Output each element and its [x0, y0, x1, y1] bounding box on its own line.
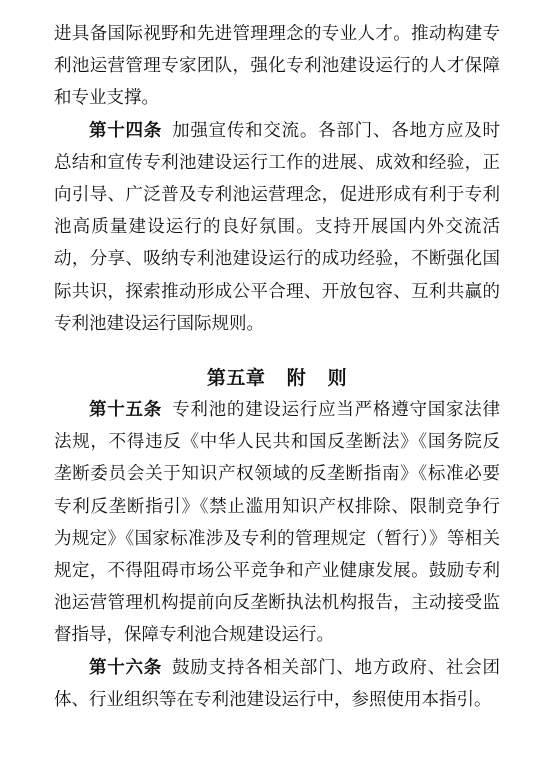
article-14-text: 加强宣传和交流。各部门、各地方应及时总结和宣传专利池建设运行工作的进展、成效和经验，正向引导、广泛普及专利池运营理念，促进形成有利于专利池高质量建设运行的良好氛围。支持开展国内外交流活动，分享、吸纳专利池建设运行的成功经验，不断强化国际共识，探索推动形成公平合理、开放包容、互利共赢的专利池建设运行国际规则。: [54, 120, 501, 334]
article-16-text: 鼓励支持各相关部门、地方政府、社会团体、行业组织等在专利池建设运行中，参照使用本指引。: [54, 657, 501, 710]
article-14-paragraph: [54, 115, 500, 340]
continuation-paragraph: [54, 18, 500, 115]
article-15-text: 专利池的建设运行应当严格遵守国家法律法规，不得违反《中华人民共和国反垄断法》《国务院反垄断委员会关于知识产权领域的反垄断指南》《标准必要专利反垄断指引》《禁止滥用知识产权排除、限制竞争行为规定》《国家标准涉及专利的管理规定（暂行）》等相关规定，不得阻碍市场公平竞争和产业健康发展。鼓励专利池运营管理机构提前向反垄断执法机构报告，主动接受监督指导，保障专利池合规建设运行。: [54, 400, 501, 646]
document-page: [54, 18, 500, 716]
article-16-paragraph: [54, 652, 500, 716]
chapter-5-title: 第五章 附 则: [206, 367, 348, 390]
article-15-number: 第十五条: [89, 400, 163, 421]
article-16-number: 第十六条: [89, 657, 163, 678]
continuation-text: 进具备国际视野和先进管理理念的专业人才。推动构建专利池运营管理专家团队，强化专利池建设运行的人才保障和专业支撑。: [54, 24, 500, 109]
article-15-paragraph: [54, 394, 500, 652]
article-14-number: 第十四条: [89, 120, 163, 141]
